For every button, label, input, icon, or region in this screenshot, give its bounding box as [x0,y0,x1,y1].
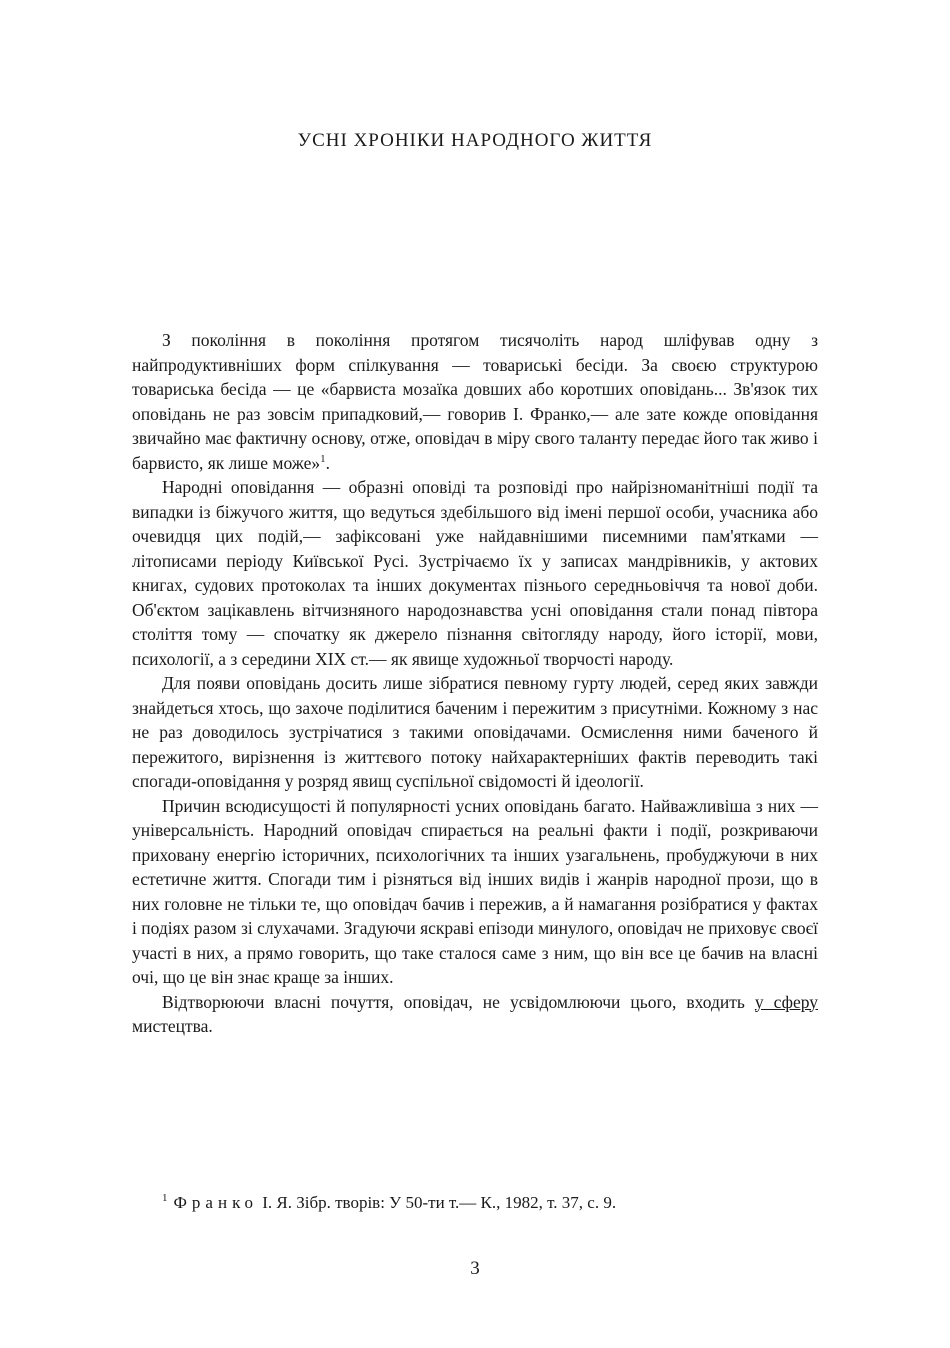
paragraph-3: Для появи оповідань досить лише зібратися певному гурту людей, серед яких завжди знайдеться хтось, що захоче поділитися баченим і пережитим з присутніми. Кожному з нас не раз доводилось зустрічатися з такими оповідачами. Осмислення ними баченого й пережитого, вирізнення із життєвого потоку найхарактерніших фактів переводить такі спогади-оповідання у розряд явищ суспільної свідомості й ідеології. [132,673,818,791]
body-text [132,328,818,1039]
footnote-mark: 1 [162,1192,168,1205]
page-number: 3 [470,1258,480,1279]
footnote-citation: І. Я. Зібр. творів: У 50-ти т.— К., 1982, т. 37, с. 9. [257,1193,617,1212]
underlined-phrase: у сферу [754,991,818,1012]
paragraph-5-text: Відтворюючи власні почуття, оповідач, не усвідомлюючи цього, входить [162,991,755,1012]
paragraph-2: Народні оповідання — образні оповіді та розповіді про найрізноманітніші події та випадки із біжучого життя, що ведуться здебільшого від імені першої особи, учасника або очевидця цих подій,— зафіксовані уже найдавнішими писемними пам'ятками — літописами періоду Київської Русі. Зустрічаємо їх у записах мандрівників, у актових книгах, судових протоколах та інших документах пізнього середньовіччя та нової доби. Об'єктом зацікавлень вітчизняного народознавства усні оповідання стали понад півтора століття тому — спочатку як джерело пізнання світогляду народу, його історії, мови, психології, а з середини XIX ст.— як явище художньої творчості народу. [132,477,818,669]
footnote-author: Франко [173,1193,258,1212]
paragraph-5 [132,990,818,1039]
footnote-reference[interactable]: 1 [320,452,326,465]
paragraph-1: З покоління в покоління протягом тисячоліть народ шліфував одну з найпродуктивніших форм спілкування — товариські бесіди. За своєю структурою товариська бесіда — це «барвиста мозаїка довших або коротших оповідань... Зв'язок тих оповідань не раз зовсім припадковий,— говорив І. Франко,— але зате кожде оповідання звичайно має фактичну основу, отже, оповідач в міру свого таланту передає його так живо і барвисто, як лише може»$^1$. [132,330,818,473]
page-title: УСНІ ХРОНІКИ НАРОДНОГО ЖИТТЯ [297,130,653,151]
footnote [162,1192,818,1214]
paragraph-4: Причин всюдисущості й популярності усних оповідань багато. Найважливіша з них — універсальність. Народний оповідач спирається на реальні факти і події, розкриваючи приховану енергію історичних, психологічних та інших узагальнень, пробуджуючи в них естетичне життя. Спогади тим і різняться від інших видів і жанрів народної прози, що в них головне не тільки те, що оповідач бачив і пережив, а й намагання розібратися у фактах і подіях разом зі слухачами. Згадуючи яскраві епізоди минулого, оповідач не приховує своєї участі в них, а прямо говорить, що таке сталося саме з ним, що він все це бачив на власні очі, що це він знає краще за інших. [132,795,818,987]
paragraph-1-text: З покоління в покоління протягом тисячоліть народ шліфував одну з найпродуктивніших форм спілкування — товариські бесіди. За своєю структурою товариська бесіда — це «барвиста мозаїка довших або коротших оповідань... Зв'язок тих оповідань не раз зовсім припадковий,— говорив І. Франко,— але зате кожде оповідання звичайно має фактичну основу, отже, оповідач в міру свого таланту передає його так живо і барвисто, як лише може» [132,330,818,473]
paragraph-5-end: мистецтва. [132,1016,213,1036]
